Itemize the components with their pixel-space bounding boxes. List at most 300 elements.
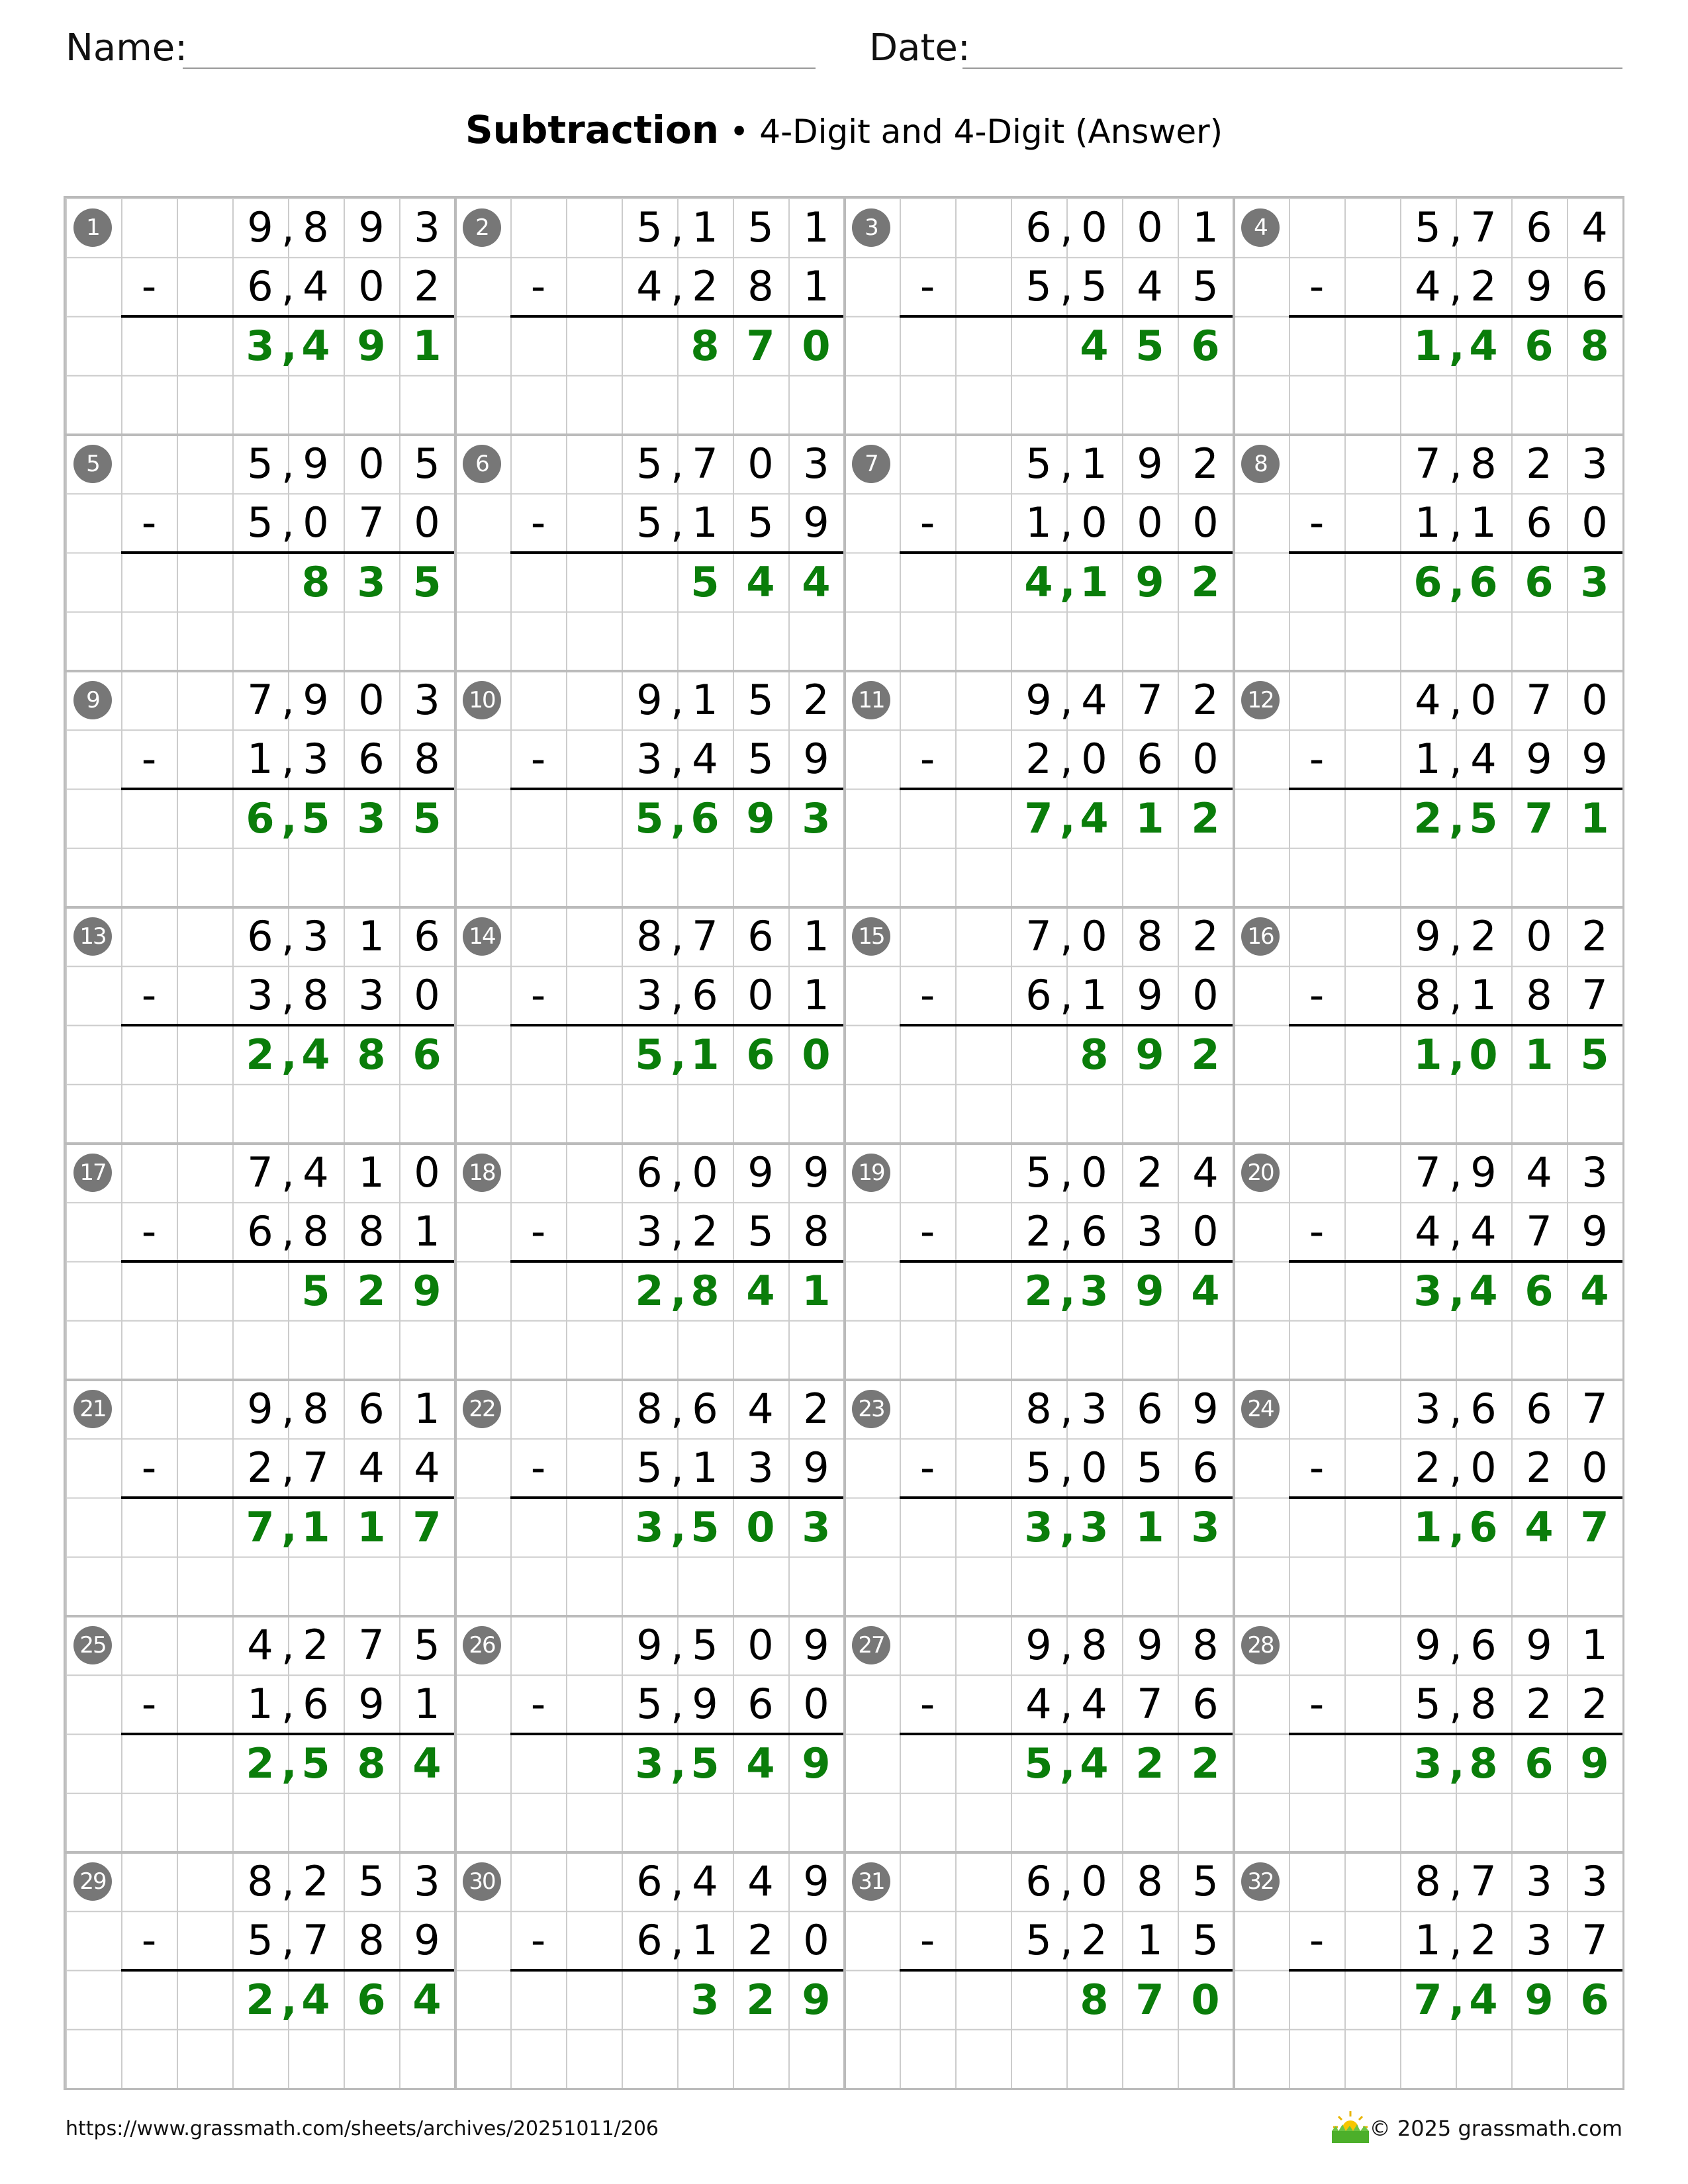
- problem-number-badge: 28: [1241, 1626, 1280, 1664]
- sun-over-grass-icon: [1329, 2110, 1372, 2144]
- answer-digit: 5: [635, 1030, 664, 1079]
- minuend-digit: 6: [1025, 203, 1052, 251]
- answer-digit: 8: [1580, 321, 1609, 370]
- minuend-digit: 5: [692, 1621, 718, 1669]
- minuend-digit: 7: [1470, 203, 1497, 251]
- subtrahend-comma: ,: [1060, 262, 1073, 311]
- subtrahend-digit: 5: [636, 1443, 663, 1492]
- minuend-digit: 0: [1137, 203, 1163, 251]
- subtrahend-digit: 0: [1192, 1207, 1219, 1256]
- answer-digit: 9: [357, 321, 386, 370]
- minuend-digit: 2: [1192, 439, 1219, 488]
- answer-digit: 9: [1524, 1975, 1554, 2024]
- minuend-digit: 3: [414, 203, 440, 251]
- subtrahend-comma: ,: [281, 971, 295, 1020]
- minuend-digit: 7: [1526, 676, 1552, 724]
- minuend-digit: 3: [1415, 1385, 1441, 1433]
- minuend-digit: 7: [1581, 1385, 1608, 1433]
- minus-sign: -: [1309, 971, 1325, 1020]
- answer-digit: 1: [1413, 1030, 1442, 1079]
- problem-block: [66, 1143, 455, 1379]
- subtrahend-comma: ,: [1060, 1443, 1073, 1492]
- answer-digit: 3: [635, 1502, 664, 1551]
- subtrahend-digit: 5: [1025, 262, 1052, 311]
- subtrahend-comma: ,: [671, 498, 684, 547]
- subtrahend-digit: 8: [803, 1207, 829, 1256]
- subtrahend-digit: 2: [1415, 1443, 1441, 1492]
- subtrahend-digit: 1: [247, 735, 273, 784]
- minuend-digit: 4: [247, 1621, 273, 1669]
- minuend-comma: ,: [1060, 676, 1073, 724]
- minuend-digit: 6: [692, 1385, 718, 1433]
- subtrahend-comma: ,: [671, 262, 684, 311]
- answer-comma: ,: [671, 1502, 686, 1551]
- answer-digit: 4: [1080, 1739, 1109, 1788]
- minus-sign: -: [1309, 498, 1325, 547]
- problem-block: [455, 1379, 844, 1615]
- minuend-digit: 9: [1415, 912, 1441, 960]
- minuend-digit: 3: [414, 676, 440, 724]
- minuend-digit: 6: [636, 1148, 663, 1197]
- minuend-digit: 0: [1081, 203, 1107, 251]
- problem-number-badge: 9: [73, 681, 112, 719]
- minuend-digit: 0: [358, 676, 385, 724]
- subtrahend-comma: ,: [1060, 1680, 1073, 1729]
- subtrahend-digit: 0: [1192, 971, 1219, 1020]
- subtrahend-digit: 0: [1137, 498, 1163, 547]
- answer-digit: 2: [1413, 794, 1442, 842]
- subtrahend-comma: ,: [281, 1443, 295, 1492]
- minuend-comma: ,: [1449, 1148, 1462, 1197]
- minuend-digit: 4: [1415, 676, 1441, 724]
- minuend-digit: 2: [1526, 439, 1552, 488]
- minus-sign: -: [1309, 1916, 1325, 1965]
- minus-sign: -: [141, 1207, 157, 1256]
- subtrahend-digit: 2: [1526, 1680, 1552, 1729]
- minus-sign: -: [919, 262, 935, 311]
- subtrahend-digit: 2: [692, 262, 718, 311]
- subtrahend-digit: 6: [247, 262, 273, 311]
- minuend-digit: 6: [1137, 1385, 1163, 1433]
- problem-block: [1233, 1852, 1622, 2088]
- minuend-comma: ,: [671, 1621, 684, 1669]
- answer-digit: 5: [635, 794, 664, 842]
- minuend-comma: ,: [1449, 912, 1462, 960]
- minuend-digit: 8: [636, 1385, 663, 1433]
- subtrahend-comma: ,: [1449, 971, 1462, 1020]
- minuend-comma: ,: [671, 912, 684, 960]
- minus-sign: -: [530, 1680, 546, 1729]
- subtrahend-digit: 6: [358, 735, 385, 784]
- problem-block: [844, 1379, 1233, 1615]
- minuend-digit: 8: [1415, 1857, 1441, 1905]
- answer-digit: 3: [1580, 557, 1609, 606]
- answer-digit: 4: [1524, 1502, 1554, 1551]
- subtrahend-digit: 0: [358, 262, 385, 311]
- minuend-digit: 1: [803, 912, 829, 960]
- minus-sign: -: [1309, 1680, 1325, 1729]
- minuend-comma: ,: [1449, 439, 1462, 488]
- answer-digit: 9: [1135, 1030, 1164, 1079]
- answer-digit: 4: [301, 1975, 330, 2024]
- answer-digit: 6: [1469, 1502, 1498, 1551]
- answer-digit: 9: [1135, 1266, 1164, 1315]
- answer-comma: ,: [1060, 794, 1076, 842]
- subtrahend-comma: ,: [1449, 498, 1462, 547]
- answer-digit: 5: [301, 1739, 330, 1788]
- answer-digit: 1: [1135, 1502, 1164, 1551]
- subtrahend-digit: 6: [303, 1680, 329, 1729]
- answer-comma: ,: [671, 1739, 686, 1788]
- answer-digit: 1: [412, 321, 442, 370]
- subtrahend-comma: ,: [671, 1680, 684, 1729]
- problem-number-badge: 31: [852, 1862, 890, 1901]
- subtrahend-digit: 0: [803, 1680, 829, 1729]
- minuend-digit: 1: [1581, 1621, 1608, 1669]
- minuend-digit: 3: [1081, 1385, 1107, 1433]
- subtrahend-digit: 9: [1526, 735, 1552, 784]
- answer-digit: 3: [246, 321, 275, 370]
- answer-digit: 3: [1024, 1502, 1053, 1551]
- answer-comma: ,: [1449, 1739, 1465, 1788]
- answer-digit: 6: [1580, 1975, 1609, 2024]
- minuend-digit: 5: [1025, 439, 1052, 488]
- minuend-digit: 9: [636, 676, 663, 724]
- answer-digit: 1: [1413, 1502, 1442, 1551]
- problem-number-badge: 21: [73, 1390, 112, 1428]
- minuend-digit: 4: [1526, 1148, 1552, 1197]
- subtrahend-digit: 0: [1081, 735, 1107, 784]
- problem-block: [66, 1852, 455, 2088]
- answer-digit: 6: [1524, 1739, 1554, 1788]
- problem-block: [844, 1852, 1233, 2088]
- subtrahend-digit: 5: [747, 1207, 774, 1256]
- answer-digit: 9: [802, 1975, 831, 2024]
- answer-digit: 5: [301, 794, 330, 842]
- subtrahend-comma: ,: [1449, 1916, 1462, 1965]
- answer-digit: 1: [1135, 794, 1164, 842]
- minuend-digit: 6: [247, 912, 273, 960]
- subtrahend-digit: 5: [1192, 1916, 1219, 1965]
- minuend-digit: 0: [358, 439, 385, 488]
- minuend-digit: 8: [1470, 439, 1497, 488]
- answer-comma: ,: [1449, 1502, 1465, 1551]
- answer-digit: 4: [746, 557, 775, 606]
- minuend-digit: 0: [1581, 676, 1608, 724]
- answer-digit: 2: [635, 1266, 664, 1315]
- subtrahend-digit: 6: [1192, 1443, 1219, 1492]
- subtrahend-digit: 0: [1081, 1443, 1107, 1492]
- answer-digit: 4: [746, 1266, 775, 1315]
- minuend-comma: ,: [281, 1621, 295, 1669]
- answer-digit: 7: [412, 1502, 442, 1551]
- subtrahend-digit: 2: [1081, 1916, 1107, 1965]
- minuend-digit: 0: [414, 1148, 440, 1197]
- minuend-digit: 7: [1470, 1857, 1497, 1905]
- minuend-comma: ,: [1449, 203, 1462, 251]
- subtrahend-digit: 4: [414, 1443, 440, 1492]
- minuend-digit: 8: [636, 912, 663, 960]
- minuend-digit: 9: [1137, 439, 1163, 488]
- subtrahend-digit: 9: [692, 1680, 718, 1729]
- minuend-digit: 0: [747, 439, 774, 488]
- minuend-digit: 9: [303, 439, 329, 488]
- problem-block: [1233, 907, 1622, 1143]
- subtrahend-comma: ,: [1060, 971, 1073, 1020]
- subtrahend-comma: ,: [671, 1916, 684, 1965]
- minuend-digit: 3: [1526, 1857, 1552, 1905]
- minuend-digit: 6: [1526, 203, 1552, 251]
- problem-block: [66, 907, 455, 1143]
- minuend-digit: 0: [747, 1621, 774, 1669]
- answer-comma: ,: [1449, 557, 1465, 606]
- minuend-comma: ,: [1060, 1621, 1073, 1669]
- minus-sign: -: [919, 1207, 935, 1256]
- subtrahend-digit: 6: [1025, 971, 1052, 1020]
- answer-digit: 3: [357, 557, 386, 606]
- answer-digit: 4: [301, 1030, 330, 1079]
- subtrahend-digit: 0: [414, 498, 440, 547]
- minuend-comma: ,: [1060, 439, 1073, 488]
- answer-digit: 3: [1080, 1502, 1109, 1551]
- minuend-digit: 1: [692, 676, 718, 724]
- subtrahend-digit: 1: [1415, 498, 1441, 547]
- answer-digit: 4: [1191, 1266, 1220, 1315]
- problem-block: [455, 198, 844, 434]
- minuend-digit: 2: [303, 1621, 329, 1669]
- date-line[interactable]: [962, 68, 1622, 69]
- subtrahend-digit: 8: [747, 262, 774, 311]
- minuend-digit: 2: [1192, 912, 1219, 960]
- minuend-digit: 8: [1081, 1621, 1107, 1669]
- answer-digit: 2: [1024, 1266, 1053, 1315]
- date-label: Date:: [869, 26, 970, 69]
- subtrahend-digit: 7: [303, 1443, 329, 1492]
- minuend-comma: ,: [671, 203, 684, 251]
- answer-digit: 7: [1413, 1975, 1442, 2024]
- subtrahend-digit: 0: [414, 971, 440, 1020]
- minuend-digit: 9: [247, 203, 273, 251]
- answer-digit: 3: [802, 1502, 831, 1551]
- subtrahend-digit: 2: [1025, 735, 1052, 784]
- minuend-digit: 9: [747, 1148, 774, 1197]
- subtrahend-digit: 1: [1470, 971, 1497, 1020]
- minuend-digit: 2: [803, 1385, 829, 1433]
- block-divider-horizontal: [66, 1615, 1622, 1617]
- minuend-digit: 8: [1192, 1621, 1219, 1669]
- answer-digit: 8: [301, 557, 330, 606]
- answer-digit: 6: [1524, 557, 1554, 606]
- subtrahend-digit: 9: [803, 1443, 829, 1492]
- problem-block: [66, 1379, 455, 1615]
- answer-comma: ,: [1449, 1266, 1465, 1315]
- answer-digit: 3: [1080, 1266, 1109, 1315]
- minuend-digit: 7: [358, 1621, 385, 1669]
- minuend-digit: 1: [358, 912, 385, 960]
- minuend-comma: ,: [281, 1148, 295, 1197]
- minus-sign: -: [141, 262, 157, 311]
- title-subtitle: • 4-Digit and 4-Digit (Answer): [729, 113, 1223, 151]
- minuend-digit: 2: [1470, 912, 1497, 960]
- subtrahend-digit: 2: [692, 1207, 718, 1256]
- name-line[interactable]: [183, 68, 816, 69]
- minuend-comma: ,: [1060, 1857, 1073, 1905]
- answer-digit: 1: [357, 1502, 386, 1551]
- subtrahend-digit: 5: [247, 498, 273, 547]
- minus-sign: -: [1309, 735, 1325, 784]
- subtrahend-digit: 7: [1137, 1680, 1163, 1729]
- minuend-comma: ,: [281, 676, 295, 724]
- subtrahend-digit: 6: [747, 1680, 774, 1729]
- subtrahend-comma: ,: [1449, 735, 1462, 784]
- subtrahend-digit: 4: [1470, 735, 1497, 784]
- minuend-digit: 0: [1081, 912, 1107, 960]
- problem-number-badge: 8: [1241, 445, 1280, 483]
- subtrahend-comma: ,: [671, 971, 684, 1020]
- minuend-digit: 9: [1415, 1621, 1441, 1669]
- problem-block: [455, 907, 844, 1143]
- answer-comma: ,: [1449, 1030, 1465, 1079]
- title-main: Subtraction: [465, 107, 719, 152]
- minus-sign: -: [141, 1680, 157, 1729]
- minus-sign: -: [919, 498, 935, 547]
- minuend-digit: 8: [1025, 1385, 1052, 1433]
- answer-digit: 7: [1524, 794, 1554, 842]
- minuend-digit: 7: [247, 1148, 273, 1197]
- minuend-digit: 1: [803, 203, 829, 251]
- subtrahend-digit: 3: [1137, 1207, 1163, 1256]
- block-divider-horizontal: [66, 1851, 1622, 1854]
- minuend-digit: 5: [747, 203, 774, 251]
- problem-number-badge: 18: [463, 1154, 501, 1192]
- answer-digit: 8: [357, 1030, 386, 1079]
- problem-number-badge: 23: [852, 1390, 890, 1428]
- answer-digit: 3: [357, 794, 386, 842]
- minuend-digit: 7: [692, 912, 718, 960]
- subtrahend-digit: 6: [636, 1916, 663, 1965]
- answer-digit: 2: [1191, 557, 1220, 606]
- problem-number-badge: 20: [1241, 1154, 1280, 1192]
- minuend-comma: ,: [671, 676, 684, 724]
- answer-digit: 4: [301, 321, 330, 370]
- answer-comma: ,: [1449, 794, 1465, 842]
- answer-digit: 5: [1024, 1739, 1053, 1788]
- subtrahend-digit: 9: [1137, 971, 1163, 1020]
- minuend-digit: 6: [358, 1385, 385, 1433]
- minuend-digit: 6: [1025, 1857, 1052, 1905]
- problem-number-badge: 2: [463, 208, 501, 247]
- subtrahend-comma: ,: [1449, 1680, 1462, 1729]
- subtrahend-digit: 2: [747, 1916, 774, 1965]
- answer-digit: 4: [1024, 557, 1053, 606]
- minuend-comma: ,: [671, 439, 684, 488]
- subtrahend-digit: 5: [1192, 262, 1219, 311]
- problem-number-badge: 24: [1241, 1390, 1280, 1428]
- answer-digit: 4: [1469, 1975, 1498, 2024]
- subtrahend-digit: 0: [1192, 735, 1219, 784]
- minuend-digit: 0: [692, 1148, 718, 1197]
- answer-digit: 6: [246, 794, 275, 842]
- subtrahend-digit: 8: [414, 735, 440, 784]
- subtrahend-digit: 1: [803, 971, 829, 1020]
- problem-block: [844, 670, 1233, 907]
- problem-number-badge: 30: [463, 1862, 501, 1901]
- answer-digit: 0: [802, 321, 831, 370]
- answer-digit: 5: [690, 1502, 720, 1551]
- subtrahend-digit: 3: [636, 971, 663, 1020]
- minuend-digit: 5: [747, 676, 774, 724]
- minuend-digit: 1: [414, 1385, 440, 1433]
- answer-digit: 3: [635, 1739, 664, 1788]
- minuend-comma: ,: [281, 1385, 295, 1433]
- problem-number-badge: 7: [852, 445, 890, 483]
- minuend-comma: ,: [1060, 203, 1073, 251]
- subtrahend-digit: 8: [1415, 971, 1441, 1020]
- problem-number-badge: 11: [852, 681, 890, 719]
- minuend-digit: 0: [1470, 676, 1497, 724]
- problem-number-badge: 12: [1241, 681, 1280, 719]
- answer-digit: 6: [1469, 557, 1498, 606]
- minuend-digit: 7: [1415, 1148, 1441, 1197]
- subtrahend-digit: 0: [1581, 498, 1608, 547]
- problem-block: [844, 1143, 1233, 1379]
- subtrahend-digit: 2: [1470, 262, 1497, 311]
- answer-digit: 6: [1524, 1266, 1554, 1315]
- answer-digit: 4: [1080, 321, 1109, 370]
- minuend-comma: ,: [1449, 1621, 1462, 1669]
- subtrahend-comma: ,: [1449, 1443, 1462, 1492]
- answer-comma: ,: [1060, 1266, 1076, 1315]
- minuend-digit: 8: [1137, 912, 1163, 960]
- problem-block: [844, 434, 1233, 670]
- answer-digit: 8: [1469, 1739, 1498, 1788]
- minus-sign: -: [919, 1916, 935, 1965]
- minuend-digit: 4: [692, 1857, 718, 1905]
- minuend-digit: 9: [358, 203, 385, 251]
- problem-block: [455, 434, 844, 670]
- answer-digit: 5: [412, 557, 442, 606]
- problem-number-badge: 15: [852, 917, 890, 956]
- subtrahend-comma: ,: [281, 735, 295, 784]
- answer-digit: 8: [690, 1266, 720, 1315]
- subtrahend-digit: 6: [247, 1207, 273, 1256]
- minuend-digit: 6: [1470, 1621, 1497, 1669]
- subtrahend-digit: 1: [414, 1207, 440, 1256]
- name-label: Name:: [66, 26, 188, 69]
- subtrahend-comma: ,: [671, 735, 684, 784]
- answer-digit: 5: [1469, 794, 1498, 842]
- answer-digit: 1: [690, 1030, 720, 1079]
- subtrahend-digit: 2: [1025, 1207, 1052, 1256]
- minuend-digit: 5: [414, 439, 440, 488]
- minus-sign: -: [530, 498, 546, 547]
- subtrahend-digit: 8: [1470, 1680, 1497, 1729]
- answer-digit: 2: [246, 1975, 275, 2024]
- subtrahend-digit: 2: [1470, 1916, 1497, 1965]
- subtrahend-digit: 3: [747, 1443, 774, 1492]
- minuend-digit: 9: [1137, 1621, 1163, 1669]
- answer-comma: ,: [671, 794, 686, 842]
- minuend-digit: 9: [636, 1621, 663, 1669]
- minuend-comma: ,: [671, 1148, 684, 1197]
- answer-digit: 4: [1469, 1266, 1498, 1315]
- minuend-digit: 0: [1081, 1857, 1107, 1905]
- minus-sign: -: [141, 1916, 157, 1965]
- minus-sign: -: [141, 1443, 157, 1492]
- minuend-comma: ,: [671, 1857, 684, 1905]
- answer-comma: ,: [281, 1739, 297, 1788]
- answer-digit: 7: [246, 1502, 275, 1551]
